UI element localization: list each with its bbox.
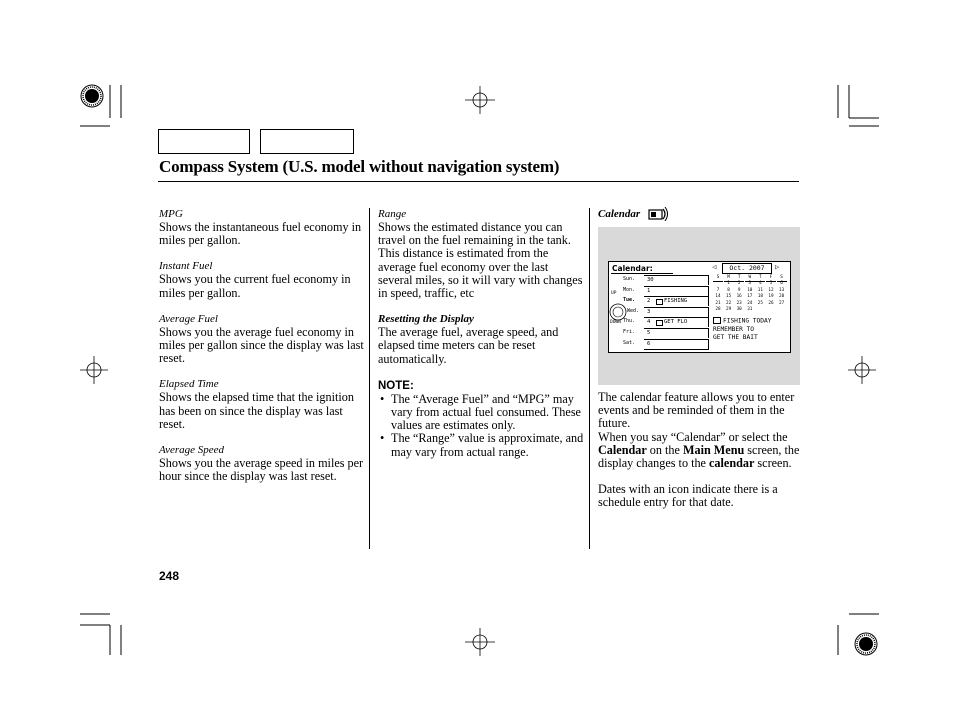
section-heading: Average Fuel — [159, 312, 218, 325]
next-month-arrow-icon: ▷ — [775, 263, 780, 271]
calendar-date: 11 — [757, 287, 763, 293]
section-text: The average fuel, average speed, and elapsed time meters can be reset automatically. — [378, 325, 559, 366]
calendar-heading — [598, 205, 800, 223]
day-number: 1 — [647, 287, 651, 294]
section-resetting-display — [378, 313, 584, 366]
day-entry-text: FISHING — [664, 298, 688, 305]
page-title: Compass System (U.S. model without navigation system) — [159, 157, 560, 176]
calendar-date: 29 — [726, 307, 732, 312]
calendar-date: 30 — [736, 307, 742, 312]
section-heading: Range — [378, 208, 407, 220]
day-number: 6 — [647, 340, 651, 347]
calendar-title: Calendar: — [612, 264, 653, 273]
weekday-header: F — [766, 275, 776, 282]
section-heading: Average Speed — [159, 444, 225, 457]
calendar-date: 15 — [726, 294, 732, 300]
column-1 — [159, 208, 364, 496]
section-text: Shows the elapsed time that the ignition has been on since the display was last reset. — [159, 390, 354, 431]
detail-line: FISHING TODAY — [713, 317, 789, 326]
calendar-screen-illustration — [598, 227, 800, 385]
calendar-date: 22 — [726, 300, 732, 306]
registration-sunburst-icon — [855, 633, 877, 655]
calendar-date: 23 — [736, 300, 742, 306]
header-tab-2 — [260, 129, 354, 154]
weekday-header: T — [755, 275, 765, 282]
section-average-fuel — [159, 313, 364, 366]
day-label: Thu. — [623, 318, 636, 325]
calendar-display — [608, 261, 791, 353]
calendar-title-underline — [611, 273, 673, 274]
month-label: Oct. 2007 — [729, 264, 765, 272]
weekday-header: S — [713, 275, 723, 282]
section-text: Shows you the current fuel economy in miles per gallon. — [159, 272, 351, 300]
day-label: Fri. — [623, 329, 636, 335]
day-number: 30 — [647, 277, 654, 283]
day-row — [609, 339, 711, 349]
day-number: 2 — [647, 298, 651, 305]
day-number: 5 — [647, 330, 651, 336]
calendar-date: 20 — [779, 294, 785, 300]
calendar-date: 13 — [779, 287, 785, 293]
weekday-header: M — [724, 275, 734, 282]
section-average-speed — [159, 444, 364, 483]
column-2 — [378, 208, 584, 459]
header-tab-1 — [158, 129, 250, 154]
section-text: Shows the estimated distance you can travel on the fuel remaining in the tank. This distance is estimated from the average fuel economy over the last several miles, so it will vary with changes in speed, traffic, etc — [378, 220, 583, 301]
day-number: 3 — [647, 308, 651, 315]
weekday-header: W — [745, 275, 755, 282]
month-box — [722, 263, 772, 274]
calendar-date: 9 — [737, 287, 741, 293]
section-instant-fuel — [159, 260, 364, 299]
calendar-date: 4 — [759, 281, 762, 287]
weekday-header: T — [734, 275, 744, 282]
calendar-date: 5 — [769, 281, 773, 287]
weekday-header: S — [777, 275, 787, 282]
schedule-icon — [713, 317, 721, 324]
section-text: Shows you the average fuel economy in miles per gallon since the display was last reset. — [159, 324, 364, 366]
calendar-date: 6 — [780, 281, 783, 287]
calendar-date: 7 — [716, 287, 720, 293]
voice-command-icon — [648, 207, 670, 221]
knob-up-label: UP — [611, 291, 617, 296]
calendar-date: 18 — [757, 294, 763, 300]
title-rule — [158, 181, 799, 182]
day-entry-box — [644, 339, 709, 350]
day-entry-box — [644, 307, 709, 317]
section-heading: Resetting the Display — [378, 313, 474, 326]
day-entry-text: GET FLO — [664, 319, 688, 326]
calendar-date: 24 — [747, 300, 753, 306]
column-3 — [598, 205, 800, 223]
schedule-icon — [656, 299, 663, 305]
day-label: Mon. — [623, 286, 636, 293]
calendar-date: 19 — [768, 294, 774, 300]
day-entry-box — [644, 286, 709, 296]
section-heading: Calendar — [598, 207, 641, 220]
day-entry-box — [644, 317, 709, 327]
calendar-date: 14 — [715, 294, 721, 300]
calendar-date: 2 — [737, 281, 741, 287]
note-label: NOTE: — [378, 379, 414, 392]
calendar-how-to: When you say “Calendar” or select the Calendar on the Main Menu screen, the display changes to the calendar screen. — [598, 429, 800, 471]
calendar-date: 28 — [715, 307, 721, 312]
calendar-date: 26 — [768, 300, 774, 306]
day-entry-box — [644, 275, 709, 285]
page-number: 248 — [159, 569, 180, 583]
note-list — [378, 393, 584, 459]
note-item: • The “Average Fuel” and “MPG” may vary from actual fuel consumed. These values are estimates only. — [378, 393, 584, 433]
schedule-icon — [656, 320, 663, 326]
section-heading: Instant Fuel — [159, 260, 213, 273]
day-entry-box — [644, 296, 709, 306]
section-mpg — [159, 208, 364, 247]
calendar-date: 10 — [747, 287, 753, 293]
note-item: • The “Range” value is approximate, and may vary from actual range. — [378, 432, 584, 458]
prev-month-arrow-icon: ◁ — [712, 263, 717, 271]
section-elapsed-time — [159, 378, 364, 431]
calendar-date: 31 — [747, 307, 753, 312]
calendar-date: 12 — [768, 287, 774, 293]
calendar-date: 8 — [727, 287, 730, 293]
calendar-date: 21 — [715, 300, 721, 306]
section-heading: Elapsed Time — [159, 378, 219, 391]
column-divider — [589, 208, 590, 549]
column-divider — [369, 208, 370, 549]
day-label: Sun. — [623, 276, 636, 282]
day-label: Tue. — [623, 297, 636, 304]
section-text: Shows you the average speed in miles per hour since the display was last reset. — [159, 456, 364, 484]
calendar-date: 1 — [727, 281, 730, 287]
calendar-intro: The calendar feature allows you to enter events and be reminded of them in the future. — [598, 390, 795, 431]
calendar-date: 27 — [779, 300, 785, 306]
note-section — [378, 379, 584, 459]
column-3-text — [598, 391, 802, 510]
day-label: Wed. — [627, 307, 640, 314]
calendar-date: 17 — [747, 294, 753, 300]
calendar-date: 16 — [736, 294, 742, 300]
section-heading: MPG — [159, 208, 183, 220]
knob-down-label: DOWN — [610, 320, 621, 325]
detail-line: REMEMBER TO — [713, 325, 754, 333]
day-row — [609, 286, 711, 296]
calendar-icon-note: Dates with an icon indicate there is a schedule entry for that date. — [598, 482, 778, 510]
day-row — [609, 275, 711, 285]
section-text: Shows the instantaneous fuel economy in miles per gallon. — [159, 220, 362, 248]
section-range — [378, 208, 584, 300]
calendar-date: 3 — [748, 281, 752, 287]
calendar-date: 25 — [757, 300, 763, 306]
day-number: 4 — [647, 319, 651, 326]
day-entry-box — [644, 328, 709, 338]
schedule-detail — [713, 317, 789, 342]
detail-line: GET THE BAIT — [713, 333, 758, 341]
registration-sunburst-icon — [81, 85, 103, 107]
day-label: Sat. — [623, 339, 636, 346]
